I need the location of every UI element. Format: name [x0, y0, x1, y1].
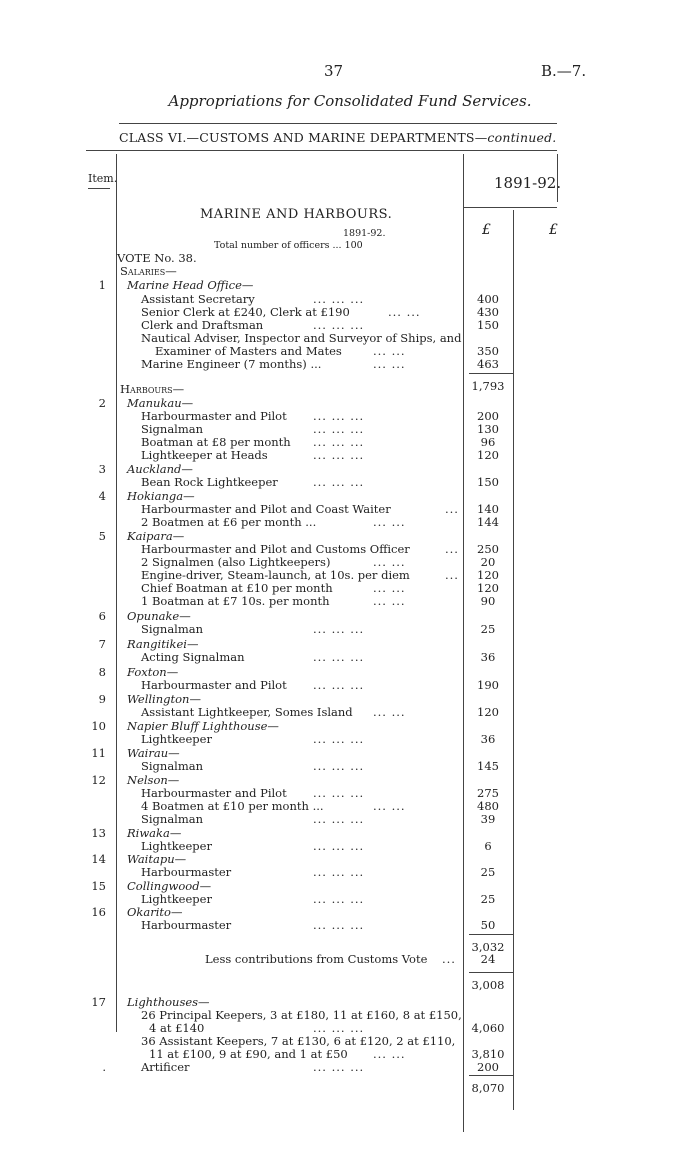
- amount: 25: [480, 622, 496, 636]
- header-rule: [86, 150, 557, 151]
- row-description: Boatman at £8 per month: [141, 435, 291, 449]
- leader-dots: ... ... ...: [313, 448, 365, 462]
- table-row: [0, 1008, 700, 1021]
- table-row: [0, 1034, 700, 1047]
- table-row: [0, 732, 700, 745]
- leader-dots: ... ...: [373, 705, 406, 719]
- table-row: [0, 435, 700, 448]
- table-row: [0, 637, 700, 650]
- row-description: Nautical Adviser, Inspector and Surveyor of Ships, and: [141, 331, 462, 345]
- table-row: [0, 1047, 700, 1060]
- amount: 463: [477, 357, 499, 371]
- table-row: [0, 826, 700, 839]
- table-row: [0, 292, 700, 305]
- amount: 250: [477, 542, 499, 556]
- leader-dots: ... ... ...: [313, 759, 365, 773]
- amount: 480: [477, 799, 499, 813]
- row-description: Harbourmaster and Pilot and Coast Waiter: [141, 502, 391, 516]
- item-number: 11: [91, 746, 106, 760]
- table-row: [0, 705, 700, 718]
- item-number: 9: [98, 692, 106, 706]
- row-description: Assistant Lightkeeper, Somes Island: [141, 705, 353, 719]
- row-description: Harbourmaster and Pilot: [141, 786, 287, 800]
- table-row: [0, 1021, 700, 1034]
- item-number: 7: [98, 637, 106, 651]
- item-number: 6: [98, 609, 106, 623]
- item-header-underline: [88, 188, 110, 189]
- table-row: [0, 995, 700, 1008]
- row-description: 2 Signalmen (also Lightkeepers): [141, 555, 331, 569]
- table-row: [0, 812, 700, 825]
- leader-dots: ... ... ...: [313, 622, 365, 636]
- row-description: Lightkeeper: [141, 732, 212, 746]
- table-row: [0, 318, 700, 331]
- row-description: Signalman: [141, 759, 204, 773]
- document-reference: B.—7.: [541, 62, 587, 80]
- leader-dots: ... ... ...: [313, 786, 365, 800]
- row-description: Harbourmaster and Pilot: [141, 678, 287, 692]
- table-row: [0, 278, 700, 291]
- table-row: [0, 331, 700, 344]
- location-heading: Nelson—: [127, 773, 180, 787]
- row-description: 4 at £140: [149, 1021, 205, 1035]
- leader-dots: ... ... ...: [313, 650, 365, 664]
- leader-dots: ... ... ...: [313, 409, 365, 423]
- leader-dots: ... ... ...: [313, 678, 365, 692]
- table-row: [0, 852, 700, 865]
- class-title-main: CLASS VI.—CUSTOMS AND MARINE DEPARTMENTS—: [119, 130, 488, 145]
- row-description: 26 Principal Keepers, 3 at £180, 11 at £160, 8 at £150,: [141, 1008, 462, 1022]
- year-header-underline: [463, 207, 557, 208]
- row-description: Harbourmaster and Pilot and Customs Officer: [141, 542, 410, 556]
- location-heading: Collingwood—: [127, 879, 212, 893]
- leader-dots: ... ... ...: [313, 865, 365, 879]
- table-row: [0, 879, 700, 892]
- leader-dots: ... ... ...: [313, 732, 365, 746]
- table-row: [0, 952, 700, 965]
- table-row: [0, 515, 700, 528]
- subtotal-rule: [469, 934, 513, 936]
- row-description: Harbourmaster: [141, 918, 232, 932]
- amount: 25: [480, 865, 496, 879]
- leader-dots: ... ...: [373, 799, 406, 813]
- row-description: 4 Boatmen at £10 per month ...: [141, 799, 324, 813]
- table-row: [0, 678, 700, 691]
- table-row: [0, 622, 700, 635]
- class-title-continued: continued.: [487, 130, 557, 145]
- subtotal-amount: 3,008: [471, 978, 505, 992]
- table-row: [0, 264, 700, 277]
- amount: 120: [477, 705, 499, 719]
- table-row: [0, 542, 700, 555]
- row-description: Examiner of Masters and Mates: [155, 344, 342, 358]
- location-heading: Kaipara—: [127, 529, 185, 543]
- table-row: [0, 609, 700, 622]
- row-description: Harbourmaster and Pilot: [141, 409, 287, 423]
- leader-dots: ... ...: [373, 1047, 406, 1061]
- subtotal-rule: [469, 972, 513, 974]
- row-description: Chief Boatman at £10 per month: [141, 581, 333, 595]
- table-row: [0, 918, 700, 931]
- location-heading: Riwaka—: [127, 826, 182, 840]
- officers-count: Total number of officers ... 100: [214, 240, 363, 251]
- leader-dots: ...: [445, 502, 459, 516]
- table-row: [0, 555, 700, 568]
- row-description: Signalman: [141, 622, 204, 636]
- row-description: 36 Assistant Keepers, 7 at £130, 6 at £120, 2 at £110,: [141, 1034, 456, 1048]
- row-description: Salaries—: [120, 264, 177, 278]
- amount: 150: [477, 318, 499, 332]
- table-row: [0, 396, 700, 409]
- row-description: Clerk and Draftsman: [141, 318, 264, 332]
- table-row: [0, 251, 700, 264]
- location-heading: Opunake—: [127, 609, 191, 623]
- location-heading: Waitapu—: [127, 852, 187, 866]
- location-heading: Okarito—: [127, 905, 183, 919]
- amount: 120: [477, 448, 499, 462]
- item-number: 4: [98, 489, 106, 503]
- item-number: 15: [91, 879, 106, 893]
- subtotal-amount: 8,070: [471, 1081, 505, 1095]
- subtotal-amount: 3,032: [471, 940, 505, 954]
- item-number: .: [102, 1060, 106, 1074]
- table-row: [0, 978, 700, 991]
- row-description: 11 at £100, 9 at £90, and 1 at £50: [149, 1047, 348, 1061]
- table-row: [0, 692, 700, 705]
- leader-dots: ...: [445, 568, 459, 582]
- row-description: Harbours—: [120, 382, 185, 396]
- item-number: 12: [91, 773, 106, 787]
- currency-symbol: £: [549, 222, 558, 238]
- amount: 200: [477, 1060, 499, 1074]
- table-row: [0, 502, 700, 515]
- item-number: 5: [98, 529, 106, 543]
- amount: 150: [477, 475, 499, 489]
- leader-dots: ... ...: [373, 344, 406, 358]
- row-description: Bean Rock Lightkeeper: [141, 475, 278, 489]
- location-heading: Foxton—: [127, 665, 179, 679]
- amount: 90: [480, 594, 496, 608]
- row-description: Senior Clerk at £240, Clerk at £190: [141, 305, 350, 319]
- leader-dots: ...: [445, 542, 459, 556]
- table-row: [0, 799, 700, 812]
- location-heading: Manukau—: [127, 396, 194, 410]
- item-number: 16: [91, 905, 106, 919]
- class-title: [119, 130, 556, 145]
- table-row: [0, 905, 700, 918]
- subtotal-rule: [469, 373, 513, 375]
- amount: 3,810: [471, 1047, 505, 1061]
- row-description: Signalman: [141, 422, 204, 436]
- leader-dots: ... ... ...: [313, 292, 365, 306]
- location-heading: Napier Bluff Lighthouse—: [127, 719, 279, 733]
- leader-dots: ... ...: [373, 581, 406, 595]
- table-row: [0, 357, 700, 370]
- leader-dots: ... ... ...: [313, 839, 365, 853]
- amount: 120: [477, 568, 499, 582]
- table-row: [0, 344, 700, 357]
- row-description: Lightkeeper at Heads: [141, 448, 268, 462]
- location-heading: Wairau—: [127, 746, 180, 760]
- row-description: 1 Boatman at £7 10s. per month: [141, 594, 330, 608]
- leader-dots: ... ... ...: [313, 475, 365, 489]
- officers-year: 1891-92.: [343, 228, 386, 239]
- table-row: [0, 594, 700, 607]
- table-row: [0, 448, 700, 461]
- table-row: [0, 892, 700, 905]
- row-description: Assistant Secretary: [141, 292, 255, 306]
- location-heading: Auckland—: [127, 462, 193, 476]
- amount: 36: [480, 732, 496, 746]
- amount: 24: [480, 952, 496, 966]
- table-row: [0, 305, 700, 318]
- table-row: [0, 719, 700, 732]
- table-row: [0, 759, 700, 772]
- table-row: [0, 475, 700, 488]
- amount: 190: [477, 678, 499, 692]
- amount: 145: [477, 759, 499, 773]
- amount: 39: [480, 812, 496, 826]
- amount: 120: [477, 581, 499, 595]
- table-row: [0, 665, 700, 678]
- row-description: Engine-driver, Steam-launch, at 10s. per diem: [141, 568, 410, 582]
- row-description: Artificer: [141, 1060, 190, 1074]
- subtotal-amount: 1,793: [471, 379, 505, 393]
- amount: 130: [477, 422, 499, 436]
- leader-dots: ... ...: [373, 594, 406, 608]
- subtotal-rule: [469, 1075, 513, 1077]
- amount: 200: [477, 409, 499, 423]
- item-number: 14: [91, 852, 106, 866]
- item-number: 17: [91, 995, 106, 1009]
- row-description: Lightkeeper: [141, 892, 212, 906]
- leader-dots: ... ... ...: [313, 812, 365, 826]
- row-description: Signalman: [141, 812, 204, 826]
- leader-dots: ... ... ...: [313, 435, 365, 449]
- section-title: MARINE AND HARBOURS.: [200, 207, 393, 222]
- amount: 430: [477, 305, 499, 319]
- leader-dots: ... ...: [388, 305, 421, 319]
- item-number: 8: [98, 665, 106, 679]
- amount: 350: [477, 344, 499, 358]
- item-column-header: Item.: [88, 172, 118, 185]
- table-row: [0, 462, 700, 475]
- location-heading: Lighthouses—: [127, 995, 210, 1009]
- table-row: [0, 422, 700, 435]
- leader-dots: ... ... ...: [313, 318, 365, 332]
- item-number: 10: [91, 719, 106, 733]
- amount: 36: [480, 650, 496, 664]
- table-row: [0, 529, 700, 542]
- amount: 20: [480, 555, 496, 569]
- row-description: Harbourmaster: [141, 865, 232, 879]
- location-heading: Wellington—: [127, 692, 201, 706]
- leader-dots: ... ... ...: [313, 1060, 365, 1074]
- amount: 6: [484, 839, 492, 853]
- row-description: Lightkeeper: [141, 839, 212, 853]
- table-row: [0, 489, 700, 502]
- table-row: [0, 839, 700, 852]
- amount: 400: [477, 292, 499, 306]
- page-number: 37: [324, 62, 344, 80]
- amount: 140: [477, 502, 499, 516]
- row-description: Less contributions from Customs Vote: [205, 952, 428, 966]
- table-row: [0, 786, 700, 799]
- row-description: Acting Signalman: [141, 650, 245, 664]
- location-heading: Marine Head Office—: [127, 278, 254, 292]
- table-row: [0, 568, 700, 581]
- item-number: 1: [98, 278, 106, 292]
- leader-dots: ... ... ...: [313, 422, 365, 436]
- leader-dots: ... ... ...: [313, 918, 365, 932]
- table-row: [0, 746, 700, 759]
- item-number: 2: [98, 396, 106, 410]
- table-row: [0, 865, 700, 878]
- table-row: [0, 581, 700, 594]
- leader-dots: ... ...: [373, 555, 406, 569]
- top-rule: [119, 123, 557, 124]
- amount-column-right-divider: [557, 154, 558, 202]
- page-subtitle: Appropriations for Consolidated Fund Services.: [168, 92, 532, 110]
- table-row: [0, 1081, 700, 1094]
- location-heading: Rangitikei—: [127, 637, 199, 651]
- leader-dots: ...: [442, 952, 456, 966]
- table-row: [0, 382, 700, 395]
- location-heading: Hokianga—: [127, 489, 195, 503]
- currency-symbol: £: [482, 222, 491, 238]
- leader-dots: ... ... ...: [313, 892, 365, 906]
- row-description: 2 Boatmen at £6 per month ...: [141, 515, 317, 529]
- table-row: [0, 409, 700, 422]
- leader-dots: ... ...: [373, 357, 406, 371]
- amount: 50: [480, 918, 496, 932]
- table-row: [0, 650, 700, 663]
- item-number: 13: [91, 826, 106, 840]
- table-row: [0, 773, 700, 786]
- leader-dots: ... ...: [373, 515, 406, 529]
- row-description: Marine Engineer (7 months) ...: [141, 357, 322, 371]
- amount: 275: [477, 786, 499, 800]
- amount: 96: [480, 435, 496, 449]
- amount: 4,060: [471, 1021, 505, 1035]
- table-row: [0, 1060, 700, 1073]
- year-column-header: 1891-92.: [494, 174, 562, 192]
- amount: 144: [477, 515, 499, 529]
- amount: 25: [480, 892, 496, 906]
- leader-dots: ... ... ...: [313, 1021, 365, 1035]
- item-number: 3: [98, 462, 106, 476]
- row-description: VOTE No. 38.: [117, 251, 197, 265]
